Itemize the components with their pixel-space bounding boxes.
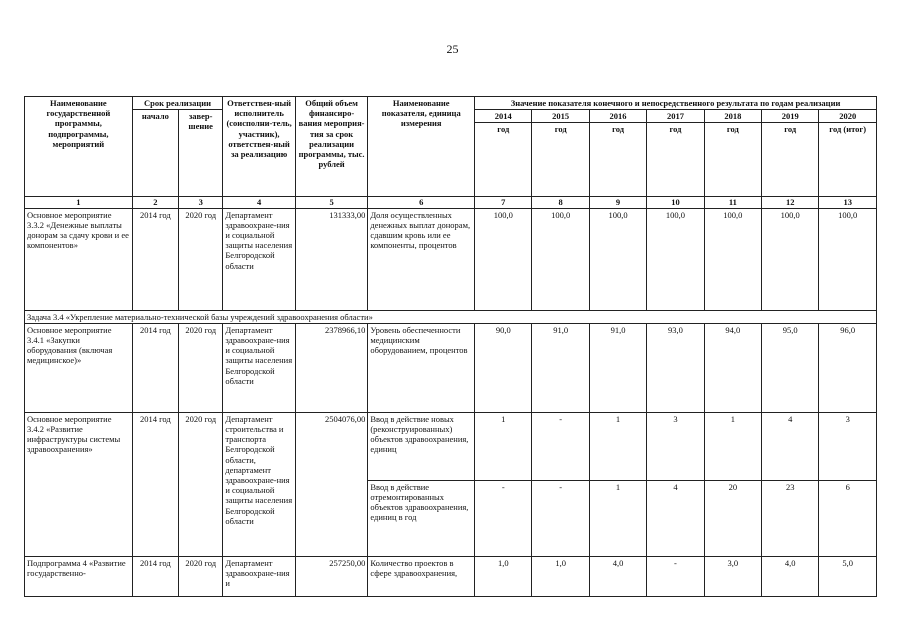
column-number: 11 <box>704 197 761 208</box>
header-row-1 <box>25 97 877 110</box>
column-number: 6 <box>368 197 475 208</box>
column-number: 8 <box>532 197 589 208</box>
row-value: 100,0 <box>819 208 877 310</box>
row-indicator: Уровень обеспеченности медицинским оборудованием, процентов <box>368 323 475 412</box>
row-value: 4 <box>647 480 704 556</box>
column-number-row <box>25 197 877 208</box>
header-year-sub: год (итог) <box>819 123 877 197</box>
header-year: 2014 <box>475 110 532 123</box>
table-row <box>25 412 877 480</box>
table-row <box>25 556 877 596</box>
page-number: 25 <box>446 42 459 56</box>
header-year: 2018 <box>704 110 761 123</box>
row-start: 2014 год <box>132 208 178 310</box>
section-row <box>25 310 877 323</box>
row-value: - <box>532 412 589 480</box>
row-value: 100,0 <box>647 208 704 310</box>
row-value: 4,0 <box>762 556 819 596</box>
row-indicator: Количество проектов в сфере здравоохранения, <box>368 556 475 596</box>
row-value: 4 <box>762 412 819 480</box>
row-value: 1 <box>589 412 646 480</box>
header-year-sub: год <box>762 123 819 197</box>
row-end: 2020 год <box>179 556 223 596</box>
row-responsible: Департамент строительства и транспорта Белгородской области, департамент здравоохране-ния и социальной защиты населения Белгородской области <box>223 412 296 556</box>
row-indicator: Ввод в действие новых (реконструированных) объектов здравоохранения, единиц <box>368 412 475 480</box>
row-end: 2020 год <box>179 412 223 556</box>
row-indicator: Доля осуществленных денежных выплат донорам, сдавшим кровь или ее компоненты, процентов <box>368 208 475 310</box>
row-indicator: Ввод в действие отремонтированных объектов здравоохранения, единиц в год <box>368 480 475 556</box>
header-values-title: Значение показателя конечного и непосредственного результата по годам реализации <box>475 97 877 110</box>
row-value: 1 <box>475 412 532 480</box>
header-term: Срок реализации <box>132 97 223 110</box>
row-value: 1,0 <box>532 556 589 596</box>
row-value: 94,0 <box>704 323 761 412</box>
row-value: 90,0 <box>475 323 532 412</box>
row-responsible: Департамент здравоохране-ния и <box>223 556 296 596</box>
header-start: начало <box>132 110 178 197</box>
row-volume: 2504076,00 <box>295 412 368 556</box>
row-start: 2014 год <box>132 323 178 412</box>
row-value: 1,0 <box>475 556 532 596</box>
table-row <box>25 208 877 310</box>
row-value: 100,0 <box>589 208 646 310</box>
row-value: 3 <box>819 412 877 480</box>
row-value: 100,0 <box>762 208 819 310</box>
row-value: 100,0 <box>532 208 589 310</box>
row-value: 1 <box>589 480 646 556</box>
row-responsible: Департамент здравоохране-ния и социальной защиты населения Белгородской области <box>223 208 296 310</box>
row-value: - <box>532 480 589 556</box>
row-name: Основное мероприятие 3.4.1 «Закупки оборудования (включая медицинское)» <box>25 323 133 412</box>
header-end: завер-шение <box>179 110 223 197</box>
row-value: 96,0 <box>819 323 877 412</box>
row-end: 2020 год <box>179 208 223 310</box>
row-value: 100,0 <box>475 208 532 310</box>
header-year: 2017 <box>647 110 704 123</box>
header-year: 2016 <box>589 110 646 123</box>
row-value: 1 <box>704 412 761 480</box>
row-value: 6 <box>819 480 877 556</box>
row-value: 5,0 <box>819 556 877 596</box>
header-volume: Общий объем финансиро-вания мероприя-тия за срок реализации программы, тыс. рублей <box>295 97 368 197</box>
row-name: Основное мероприятие 3.4.2 «Развитие инфраструктуры системы здравоохранения» <box>25 412 133 556</box>
row-volume: 131333,00 <box>295 208 368 310</box>
column-number: 1 <box>25 197 133 208</box>
header-year-sub: год <box>647 123 704 197</box>
row-responsible: Департамент здравоохране-ния и социальной защиты населения Белгородской области <box>223 323 296 412</box>
row-name: Основное мероприятие 3.3.2 «Денежные выплаты донорам за сдачу крови и ее компонентов» <box>25 208 133 310</box>
column-number: 12 <box>762 197 819 208</box>
column-number: 4 <box>223 197 296 208</box>
header-indicator: Наименование показателя, единица измерения <box>368 97 475 197</box>
row-value: 100,0 <box>704 208 761 310</box>
row-volume: 257250,00 <box>295 556 368 596</box>
row-volume: 2378966,10 <box>295 323 368 412</box>
column-number: 13 <box>819 197 877 208</box>
header-year-sub: год <box>704 123 761 197</box>
results-table <box>24 96 877 597</box>
column-number: 3 <box>179 197 223 208</box>
row-value: 93,0 <box>647 323 704 412</box>
section-title: Задача 3.4 «Укрепление материально-технической базы учреждений здравоохранения области» <box>25 310 877 323</box>
column-number: 7 <box>475 197 532 208</box>
header-year-sub: год <box>589 123 646 197</box>
row-start: 2014 год <box>132 412 178 556</box>
row-value: 91,0 <box>532 323 589 412</box>
column-number: 5 <box>295 197 368 208</box>
header-year: 2019 <box>762 110 819 123</box>
column-number: 2 <box>132 197 178 208</box>
column-number: 10 <box>647 197 704 208</box>
header-year-sub: год <box>532 123 589 197</box>
table-row <box>25 323 877 412</box>
row-value: - <box>647 556 704 596</box>
header-year: 2020 <box>819 110 877 123</box>
row-value: 95,0 <box>762 323 819 412</box>
row-value: - <box>475 480 532 556</box>
header-year-sub: год <box>475 123 532 197</box>
row-start: 2014 год <box>132 556 178 596</box>
row-name: Подпрограмма 4 «Развитие государственно- <box>25 556 133 596</box>
row-value: 91,0 <box>589 323 646 412</box>
header-responsible: Ответствен-ный исполнитель (соисполни-тель, участник), ответствен-ный за реализацию <box>223 97 296 197</box>
row-value: 3 <box>647 412 704 480</box>
row-value: 3,0 <box>704 556 761 596</box>
header-year: 2015 <box>532 110 589 123</box>
row-end: 2020 год <box>179 323 223 412</box>
row-value: 20 <box>704 480 761 556</box>
row-value: 23 <box>762 480 819 556</box>
column-number: 9 <box>589 197 646 208</box>
header-name: Наименование государственной программы, подпрограммы, мероприятий <box>25 97 133 197</box>
row-value: 4,0 <box>589 556 646 596</box>
